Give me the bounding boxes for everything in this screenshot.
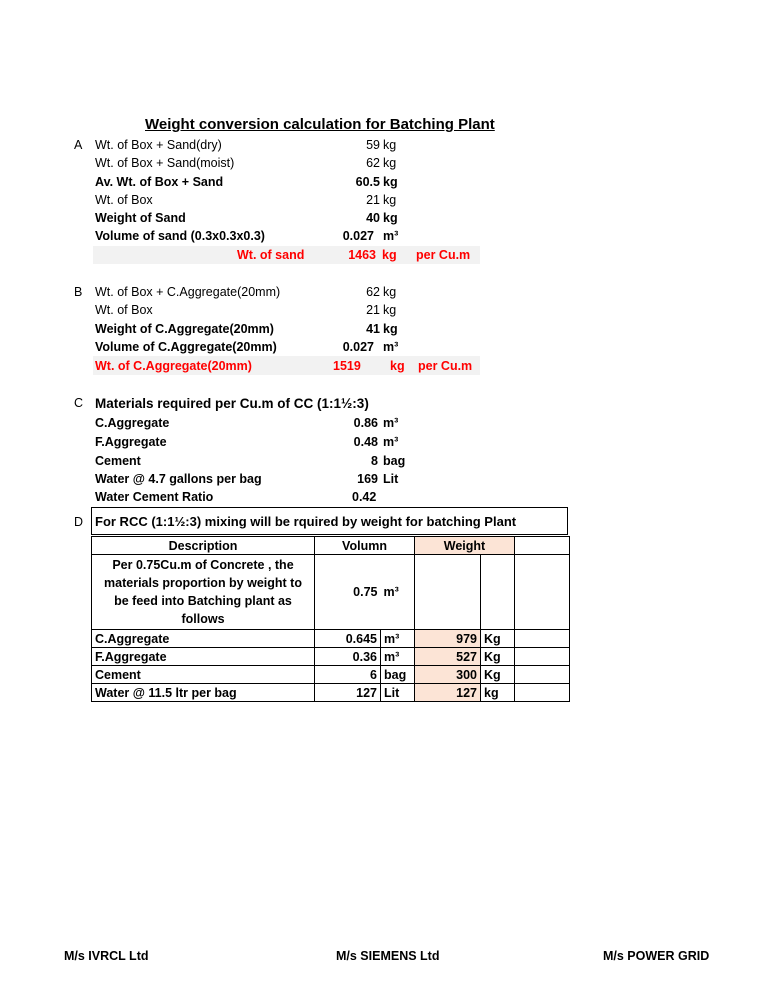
section-a-letter: A [74,138,83,152]
b-row-unit: kg [383,303,397,317]
b-row-label: Wt. of Box [95,303,153,317]
b-row-value: 41 [366,322,380,336]
row-vol-unit: bag [381,666,415,684]
section-c-letter: C [74,396,84,410]
row-label: Cement [92,666,315,684]
column-header-description: Description [92,537,315,555]
b-row-value: 0.027 [342,340,374,354]
intro-unit: m³ [381,555,415,630]
a-row-unit: m³ [383,229,399,243]
c-row-label: F.Aggregate [95,435,167,449]
row-weight: 127 [415,684,481,702]
c-row-unit: bag [383,454,406,468]
sand-result-value: 1463 [348,248,376,262]
table-header-row [92,537,570,555]
table-row [92,555,570,630]
c-row-label: C.Aggregate [95,416,170,430]
row-label: F.Aggregate [92,648,315,666]
row-vol-unit: m³ [381,648,415,666]
row-vol: 0.36 [315,648,381,666]
row-weight-unit: Kg [481,630,515,648]
footer-right: M/s POWER GRID [603,949,710,963]
b-row-value: 62 [366,285,380,299]
aggregate-result-suffix: per Cu.m [418,359,473,373]
sand-result-suffix: per Cu.m [416,248,471,262]
row-vol-unit: m³ [381,630,415,648]
row-weight: 527 [415,648,481,666]
a-row-label: Av. Wt. of Box + Sand [95,175,224,189]
footer-left: M/s IVRCL Ltd [64,949,149,963]
b-row-unit: kg [383,322,398,336]
table-row [92,684,570,702]
row-weight: 300 [415,666,481,684]
table-row [92,648,570,666]
c-row-value: 0.42 [352,490,377,504]
table-row [92,630,570,648]
c-row-unit: m³ [383,435,399,449]
b-row-value: 21 [366,303,380,317]
section-d-letter: D [74,515,84,529]
a-row-label: Weight of Sand [95,211,186,225]
intro-value: 0.75 [315,555,381,630]
sand-result-label: Wt. of sand [237,248,305,262]
row-weight-unit: Kg [481,648,515,666]
footer-center: M/s SIEMENS Ltd [336,949,440,963]
c-row-unit: Lit [383,472,399,486]
a-row-label: Wt. of Box [95,193,153,207]
b-row-label: Volume of C.Aggregate(20mm) [95,340,277,354]
a-row-value: 59 [366,138,380,152]
a-row-value: 60.5 [355,175,380,189]
aggregate-result-label: Wt. of C.Aggregate(20mm) [95,359,252,373]
column-header-volumn: Volumn [315,537,415,555]
empty-cell [481,555,515,630]
intro-text: Per 0.75Cu.m of Concrete , the materials proportion by weight to be feed into Batching plant as follows [92,555,315,630]
row-vol: 127 [315,684,381,702]
row-weight-unit: Kg [481,666,515,684]
empty-cell [415,555,481,630]
section-d-heading: For RCC (1:1½:3) mixing will be rquired by weight for batching Plant [95,514,517,529]
b-row-unit: kg [383,285,397,299]
c-row-label: Water @ 4.7 gallons per bag [95,472,262,486]
empty-cell [515,537,570,555]
a-row-unit: kg [383,193,397,207]
section-c-heading: Materials required per Cu.m of CC (1:1½:3) [95,396,369,411]
c-row-value: 169 [357,472,378,486]
b-row-unit: m³ [383,340,399,354]
c-row-value: 0.86 [353,416,378,430]
row-vol-unit: Lit [381,684,415,702]
empty-cell [515,648,570,666]
c-row-unit: m³ [383,416,399,430]
a-row-value: 21 [366,193,380,207]
c-row-value: 8 [371,454,378,468]
row-label: C.Aggregate [92,630,315,648]
row-vol: 0.645 [315,630,381,648]
empty-cell [515,555,570,630]
row-weight-unit: kg [481,684,515,702]
a-row-value: 62 [366,156,380,170]
a-row-unit: kg [383,156,397,170]
row-label: Water @ 11.5 ltr per bag [92,684,315,702]
a-row-label: Wt. of Box + Sand(moist) [95,156,235,170]
table-row [92,666,570,684]
empty-cell [515,684,570,702]
b-row-label: Weight of C.Aggregate(20mm) [95,322,274,336]
a-row-value: 0.027 [342,229,374,243]
a-row-unit: kg [383,138,397,152]
a-row-label: Volume of sand (0.3x0.3x0.3) [95,229,265,243]
aggregate-result-value: 1519 [333,359,361,373]
aggregate-result-unit: kg [390,359,405,373]
c-row-value: 0.48 [353,435,378,449]
sand-result-unit: kg [382,248,397,262]
section-b-letter: B [74,285,83,299]
c-row-label: Cement [95,454,141,468]
b-row-label: Wt. of Box + C.Aggregate(20mm) [95,285,281,299]
page-title: Weight conversion calculation for Batching Plant [145,116,495,133]
empty-cell [515,630,570,648]
c-row-label: Water Cement Ratio [95,490,214,504]
a-row-unit: kg [383,211,398,225]
row-vol: 6 [315,666,381,684]
a-row-value: 40 [366,211,380,225]
a-row-unit: kg [383,175,398,189]
column-header-weight: Weight [415,537,515,555]
batching-table [91,536,570,702]
a-row-label: Wt. of Box + Sand(dry) [95,138,222,152]
row-weight: 979 [415,630,481,648]
empty-cell [515,666,570,684]
